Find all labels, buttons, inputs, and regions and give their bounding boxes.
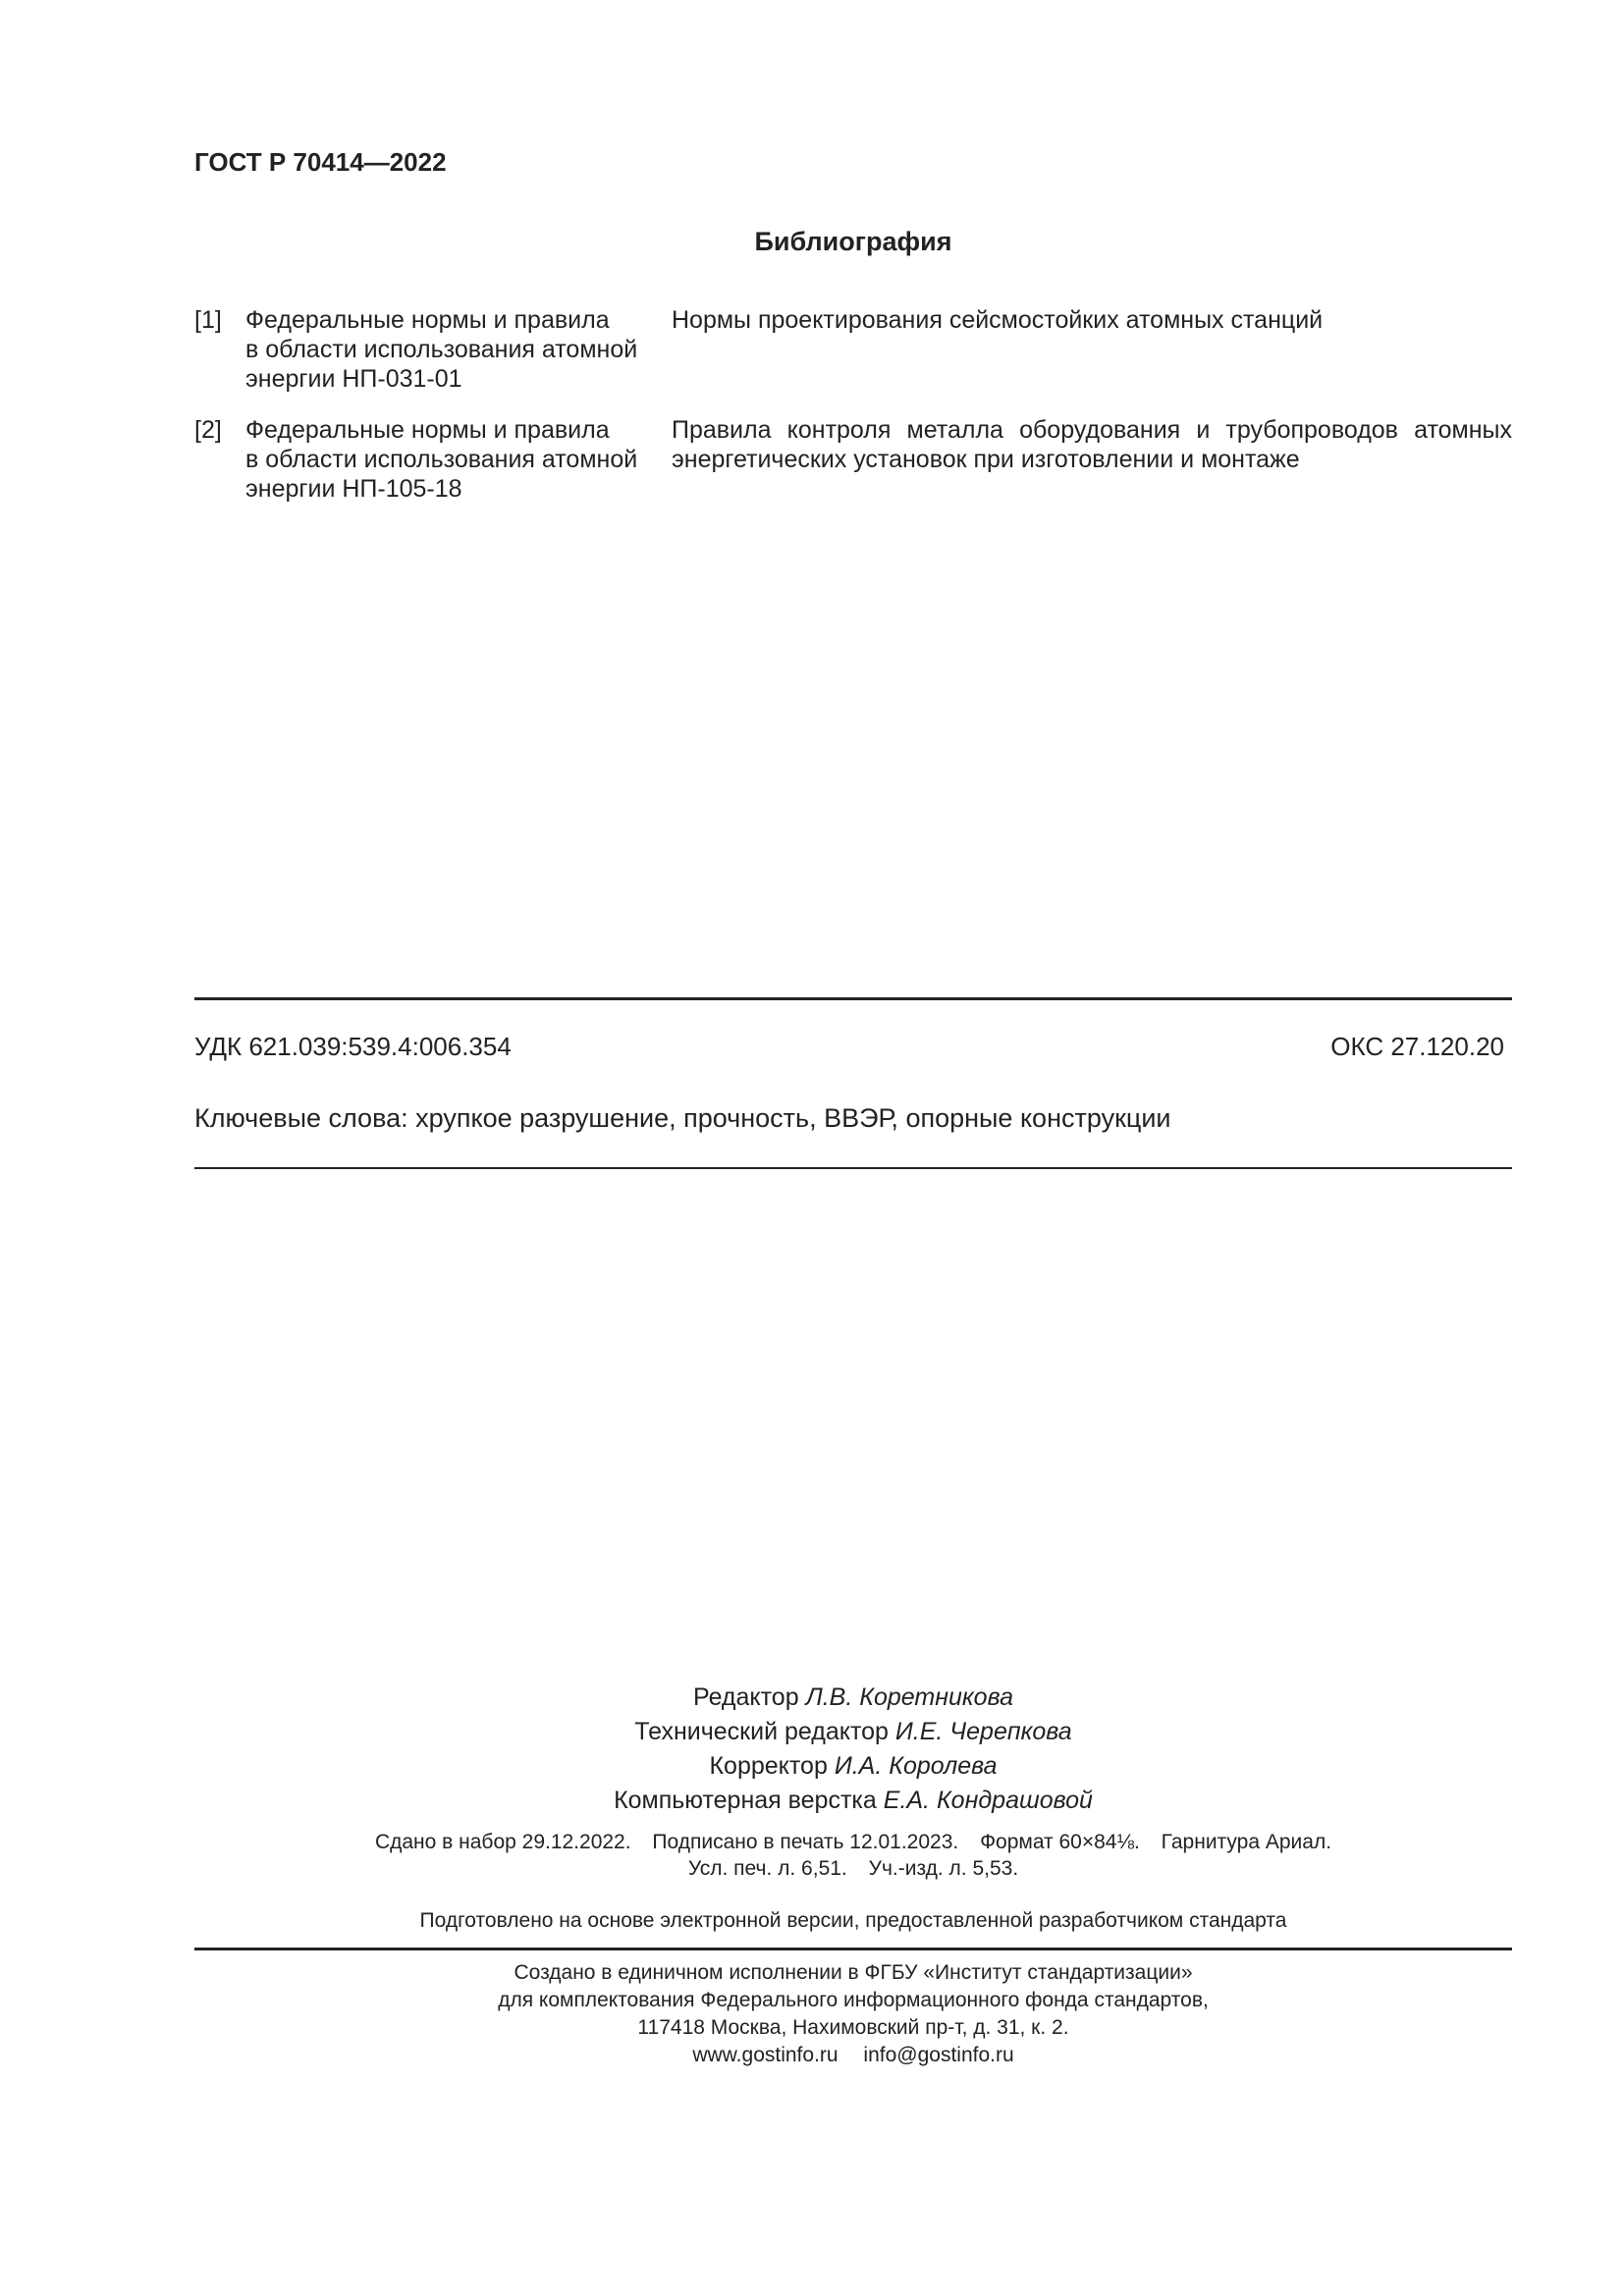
entry-source-line: в области использования атомной bbox=[245, 336, 638, 363]
website-link[interactable]: www.gostinfo.ru bbox=[692, 2044, 839, 2066]
print-format: Формат 60×84⅛. bbox=[980, 1831, 1140, 1853]
credit-name: И.Е. Черепкова bbox=[894, 1718, 1072, 1745]
conventional-sheets: Усл. печ. л. 6,51. bbox=[687, 1857, 847, 1880]
prepared-note: Подготовлено на основе электронной версии, предоставленной разработчиком стандарта bbox=[419, 1909, 1287, 1932]
divider-thick bbox=[194, 1948, 1512, 1950]
publisher-contacts bbox=[194, 2042, 1512, 2069]
publisher-address: 117418 Москва, Нахимовский пр-т, д. 31, к. 2. bbox=[637, 2016, 1069, 2039]
keywords: Ключевые слова: хрупкое разрушение, прочность, ВВЭР, опорные конструкции bbox=[194, 1103, 1171, 1133]
credit-role: Корректор bbox=[709, 1752, 828, 1780]
divider-thick bbox=[194, 997, 1512, 1000]
bibliography-entry bbox=[194, 415, 1512, 504]
email-link[interactable]: info@gostinfo.ru bbox=[863, 2044, 1014, 2066]
signed-date: Подписано в печать 12.01.2023. bbox=[652, 1831, 959, 1853]
entry-source bbox=[245, 305, 658, 394]
publisher-line: Создано в единичном исполнении в ФГБУ «Институт стандартизации» bbox=[514, 1961, 1193, 1984]
bibliography-title: Библиография bbox=[754, 227, 952, 256]
entry-number: [1] bbox=[194, 306, 222, 334]
entry-source-line: энергии НП-031-01 bbox=[245, 365, 462, 393]
entry-source-line: Федеральные нормы и правила bbox=[245, 306, 610, 334]
entry-title: Нормы проектирования сейсмостойких атомных станций bbox=[672, 306, 1324, 334]
oks-code: ОКС 27.120.20 bbox=[1330, 1032, 1504, 1061]
credit-line bbox=[194, 1749, 1512, 1784]
entry-source-line: в области использования атомной bbox=[245, 446, 638, 473]
entry-source bbox=[245, 415, 658, 504]
credit-line bbox=[194, 1715, 1512, 1749]
credit-line bbox=[194, 1784, 1512, 1818]
credit-name: Е.А. Кондрашовой bbox=[883, 1787, 1093, 1814]
print-info bbox=[194, 1829, 1512, 1882]
print-info-row bbox=[194, 1855, 1512, 1882]
divider bbox=[194, 1167, 1512, 1169]
credit-line bbox=[194, 1681, 1512, 1715]
credit-role: Компьютерная верстка bbox=[614, 1787, 877, 1814]
print-info-row bbox=[194, 1829, 1512, 1855]
credit-name: Л.В. Коретникова bbox=[805, 1683, 1013, 1711]
bibliography-entry bbox=[194, 305, 1512, 394]
set-date: Сдано в набор 29.12.2022. bbox=[374, 1831, 631, 1853]
publisher-block bbox=[194, 1959, 1512, 2069]
credit-name: И.А. Королева bbox=[834, 1752, 998, 1780]
entry-source-line: энергии НП-105-18 bbox=[245, 475, 462, 503]
publishing-sheets: Уч.-изд. л. 5,53. bbox=[868, 1857, 1019, 1880]
publisher-line: для комплектования Федерального информационного фонда стандартов, bbox=[498, 1989, 1209, 2011]
standard-code: ГОСТ Р 70414—2022 bbox=[194, 147, 447, 177]
entry-title: Правила контроля металла оборудования и трубопроводов атомных энергетических установок при изготовлении и монтаже bbox=[672, 416, 1512, 473]
credits-block bbox=[194, 1681, 1512, 1818]
udc-code: УДК 621.039:539.4:006.354 bbox=[194, 1032, 512, 1061]
entry-source-line: Федеральные нормы и правила bbox=[245, 416, 610, 444]
credit-role: Редактор bbox=[693, 1683, 799, 1711]
typeface: Гарнитура Ариал. bbox=[1161, 1831, 1332, 1853]
entry-number: [2] bbox=[194, 416, 222, 444]
credit-role: Технический редактор bbox=[634, 1718, 889, 1745]
